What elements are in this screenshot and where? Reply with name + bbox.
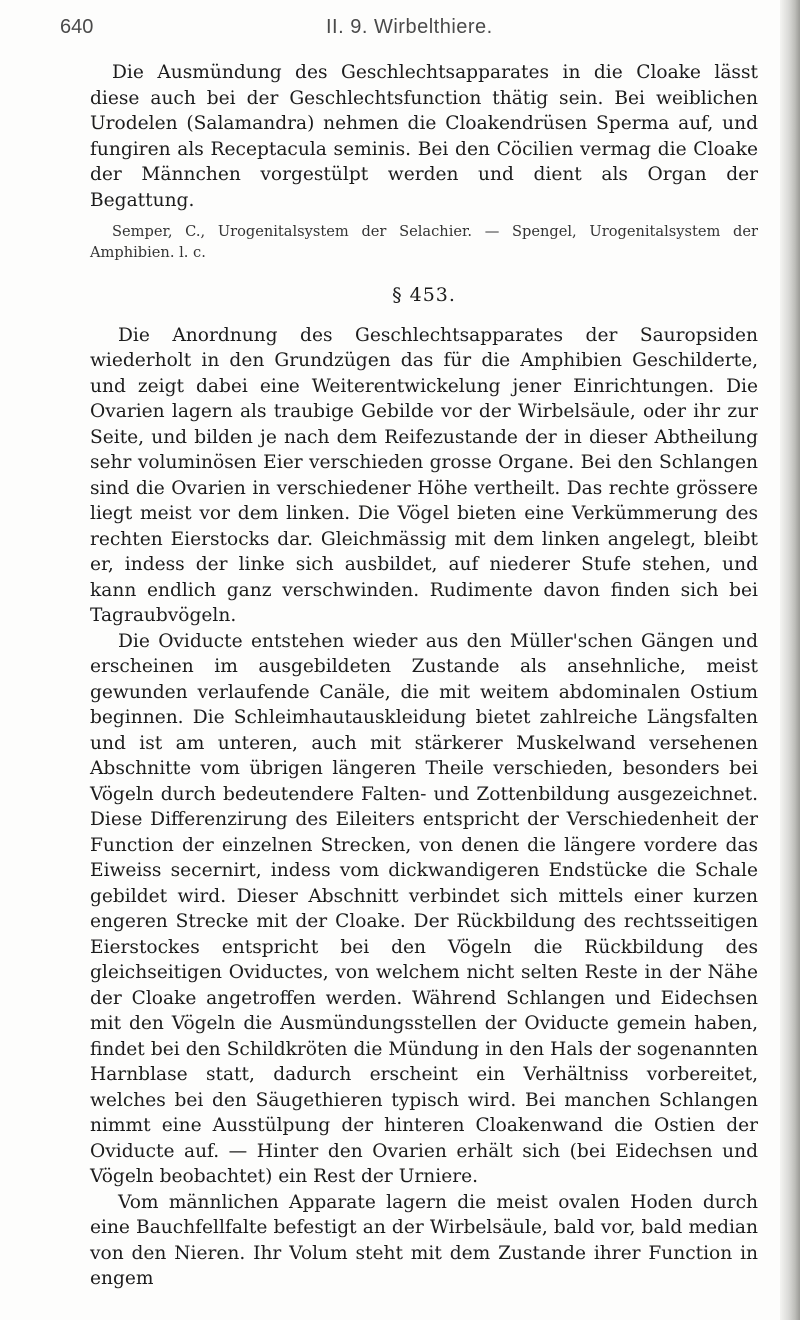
paragraph-intro: Die Ausmündung des Geschlechtsapparates in die Cloake lässt diese auch bei der Geschlechtsfunction thätig sein. Bei weiblichen Urodelen (Salamandra) nehmen die Cloakendrüsen Sperma auf, und fungiren als Receptacula seminis. Bei den Cöcilien vermag die Cloake der Männchen vorgestülpt werden und dient als Organ der Begattung.	[90, 62, 758, 211]
page-number: 640	[60, 16, 94, 38]
paragraph-oviducte: Die Oviducte entstehen wieder aus den Müller'schen Gängen und erscheinen im ausgebildeten Zustande als ansehnliche, meist gewunden verlaufende Canäle, die mit weitem abdominalen Ostium beginnen. Die Schleimhautauskleidung bietet zahlreiche Längsfalten und ist am unteren, auch mit stärkerer Muskelwand versehenen Abschnitte vom übrigen längeren Theile verschieden, besonders bei Vögeln durch bedeutendere Falten- und Zottenbildung ausgezeichnet. Diese Differenzirung des Eileiters entspricht der Verschiedenheit der Function der einzelnen Strecken, von denen die längere vordere das Eiweiss secernirt, indess vom dickwandigeren Endstücke die Schale gebildet wird. Dieser Abschnitt verbindet sich mittels einer kurzen engeren Strecke mit der Cloake. Der Rückbildung des rechtsseitigen Eierstockes entspricht bei den Vögeln die Rückbildung des gleichseitigen Oviductes, von welchem nicht selten Reste in der Nähe der Cloake angetroffen werden. Während Schlangen und Eidechsen mit den Vögeln die Ausmündungsstellen der Oviducte gemein haben, findet bei den Schildkröten die Mündung in den Hals der sogenannten Harnblase statt, dadurch erscheint ein Verhältniss vorbereitet, welches bei den Säugethieren typisch wird. Bei manchen Schlangen nimmt eine Ausstülpung der hinteren Cloakenwand die Ostien der Oviducte auf. — Hinter den Ovarien erhält sich (bei Eidechsen und Vögeln beobachtet) ein Rest der Urniere.	[90, 630, 758, 1187]
page-header	[60, 12, 760, 44]
paragraph-hoden: Vom männlichen Apparate lagern die meist ovalen Hoden durch eine Bauchfellfalte befestigt an der Wirbelsäule, bald vor, bald median von den Nieren. Ihr Volum steht mit dem Zustande ihrer Function in engem	[90, 1191, 758, 1289]
page-edge-shadow	[780, 0, 800, 1320]
body-text	[90, 60, 758, 1292]
section-heading: § 453.	[392, 284, 456, 306]
references: Semper, C., Urogenitalsystem der Selachier. — Spengel, Urogenitalsystem der Amphibien. l. c.	[90, 223, 758, 261]
paragraph-anordnung: Die Anordnung des Geschlechtsapparates der Sauropsiden wiederholt in den Grundzügen das für die Amphibien Geschilderte, und zeigt dabei eine Weiterentwickelung jener Einrichtungen. Die Ovarien lagern als traubige Gebilde vor der Wirbelsäule, oder ihr zur Seite, und bilden je nach dem Reifezustande der in dieser Abtheilung sehr voluminösen Eier verschieden grosse Organe. Bei den Schlangen sind die Ovarien in verschiedener Höhe vertheilt. Das rechte grössere liegt meist vor dem linken. Die Vögel bieten eine Verkümmerung des rechten Eierstocks dar. Gleichmässig mit dem linken angelegt, bleibt er, indess der linke sich ausbildet, auf niederer Stufe stehen, und kann endlich ganz verschwinden. Rudimente davon finden sich bei Tagraubvögeln.	[90, 324, 758, 626]
running-head: II. 9. Wirbelthiere.	[326, 16, 493, 38]
